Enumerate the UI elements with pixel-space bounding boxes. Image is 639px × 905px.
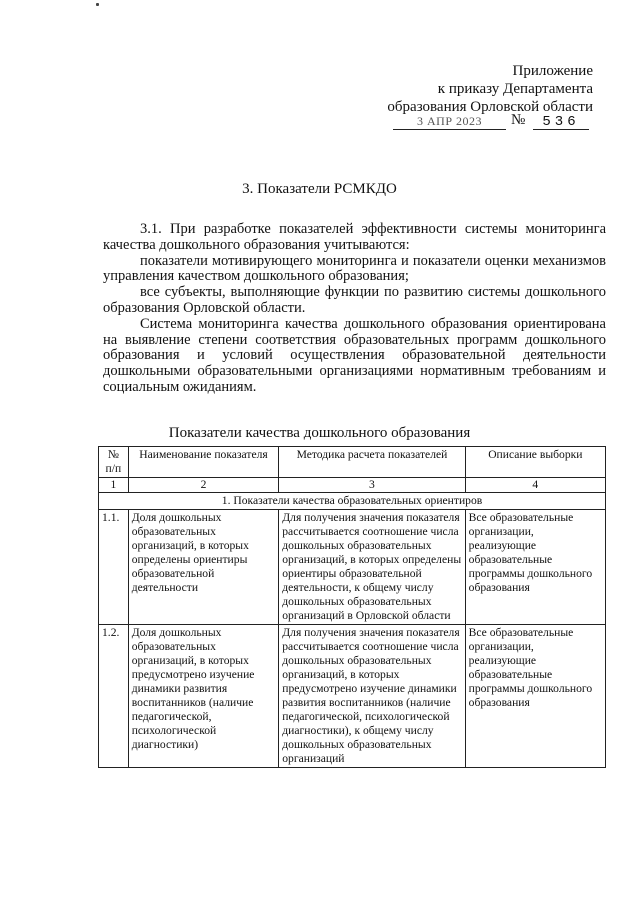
column-number-row <box>99 478 606 493</box>
header-number: № п/п <box>99 447 129 478</box>
paragraph: показатели мотивирующего мониторинга и показатели оценки механизмов управления качеством дошкольного образования; <box>103 252 606 285</box>
column-number: 4 <box>465 478 605 493</box>
order-number-label: № <box>511 112 526 128</box>
header-method: Методика расчета показателей <box>279 447 465 478</box>
indicators-table <box>98 446 606 768</box>
row-indicator-name: Доля дошкольных образовательных организаций, в которых предусмотрено изучение динамики развития воспитанников (наличие педагогической, психологической диагностики) <box>128 625 279 768</box>
row-method: Для получения значения показателя рассчитывается соотношение числа дошкольных образовательных организаций, в которых предусмотрено изучение динамики развития воспитанников (наличие педагогической, психологической диагностики), к общему числу дошкольных образовательных организаций <box>279 625 465 768</box>
appendix-header <box>363 62 593 116</box>
row-indicator-name: Доля дошкольных образовательных организаций, в которых определены ориентиры образовательной деятельности <box>128 510 279 625</box>
row-sample: Все образовательные организации, реализующие образовательные программы дошкольного образования <box>465 510 605 625</box>
row-sample: Все образовательные организации, реализующие образовательные программы дошкольного образования <box>465 625 605 768</box>
order-number: 536 <box>533 114 589 130</box>
row-number: 1.1. <box>99 510 129 625</box>
section-title: 3. Показатели РСМКДО <box>242 181 397 197</box>
department-name: образования Орловской области <box>387 99 593 115</box>
scan-speck <box>96 3 99 6</box>
paragraph: Система мониторинга качества дошкольного образования ориентирована на выявление степени соответствия образовательных программ дошкольного образования и условий осуществления образовательной деятельности дошкольными образовательными организациями нормативным требованиям и социальным ожиданиям. <box>103 315 606 395</box>
paragraph: все субъекты, выполняющие функции по развитию системы дошкольного образования Орловской области. <box>103 284 606 316</box>
table-row <box>99 625 606 768</box>
row-method: Для получения значения показателя рассчитывается соотношение числа дошкольных образовательных организаций, в которых определены ориентиры образовательной деятельности, к общему числу дошкольных образовательных организаций в Орловской области <box>279 510 465 625</box>
table-row <box>99 510 606 625</box>
column-number: 1 <box>99 478 129 493</box>
group-title: 1. Показатели качества образовательных ориентиров <box>99 493 606 510</box>
order-reference: к приказу Департамента <box>437 81 593 97</box>
table-title: Показатели качества дошкольного образования <box>168 425 471 441</box>
group-row <box>99 493 606 510</box>
column-number: 2 <box>128 478 279 493</box>
header-sample: Описание выборки <box>465 447 605 478</box>
paragraph: 3.1. При разработке показателей эффективности системы мониторинга качества дошкольного образования учитываются: <box>103 221 606 253</box>
table-header-row <box>99 447 606 478</box>
header-indicator-name: Наименование показателя <box>128 447 279 478</box>
row-number: 1.2. <box>99 625 129 768</box>
column-number: 3 <box>279 478 465 493</box>
body-text <box>103 222 606 396</box>
appendix-label: Приложение <box>512 63 593 79</box>
order-date-number <box>393 112 589 132</box>
order-date-stamp: 3 АПР 2023 <box>393 114 506 130</box>
